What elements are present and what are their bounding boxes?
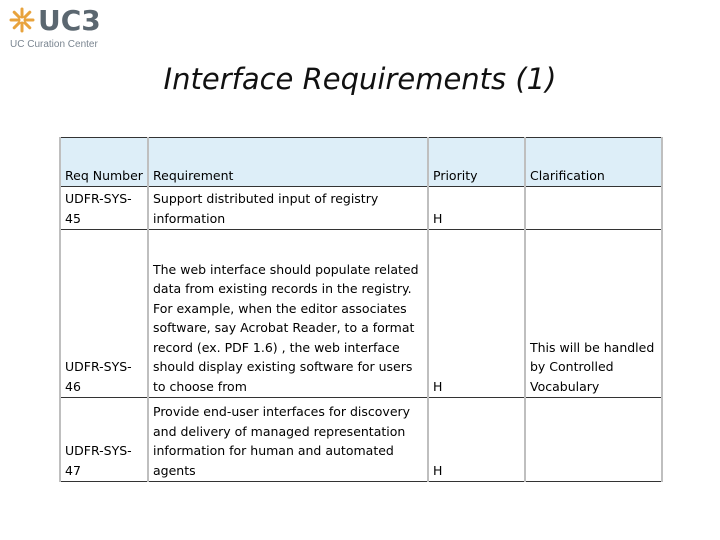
requirement-cell: The web interface should populate related data from existing records in the registry. For example, when the editor associates software, say Acrobat Reader, to a format record (ex. PDF 1.6) , the web interface should display existing software for users to choose from xyxy=(148,230,428,398)
header-req-number: Req Number xyxy=(60,138,148,187)
uc3-logo xyxy=(8,6,128,50)
table-row xyxy=(60,230,662,398)
header-priority: Priority xyxy=(428,138,525,187)
clarification-cell xyxy=(525,187,662,230)
req-number-cell: UDFR-SYS-45 xyxy=(60,187,148,230)
priority-cell: H xyxy=(428,230,525,398)
requirement-cell: Provide end-user interfaces for discovery and delivery of managed representation information for human and automated agents xyxy=(148,398,428,482)
table-row xyxy=(60,398,662,482)
clarification-cell xyxy=(525,398,662,482)
requirements-table xyxy=(59,137,663,482)
req-number-cell: UDFR-SYS-47 xyxy=(60,398,148,482)
header-requirement: Requirement xyxy=(148,138,428,187)
table-row xyxy=(60,187,662,230)
logo-wordmark: UC3 xyxy=(38,4,101,37)
req-number-cell: UDFR-SYS-46 xyxy=(60,230,148,398)
priority-cell: H xyxy=(428,398,525,482)
logo-subtitle: UC Curation Center xyxy=(10,39,98,50)
table-header-row xyxy=(60,138,662,187)
star-burst-icon xyxy=(8,6,36,34)
header-clarification: Clarification xyxy=(525,138,662,187)
clarification-cell: This will be handled by Controlled Vocabulary xyxy=(525,230,662,398)
slide-title: Interface Requirements (1) xyxy=(163,62,557,96)
requirement-cell: Support distributed input of registry information xyxy=(148,187,428,230)
priority-cell: H xyxy=(428,187,525,230)
